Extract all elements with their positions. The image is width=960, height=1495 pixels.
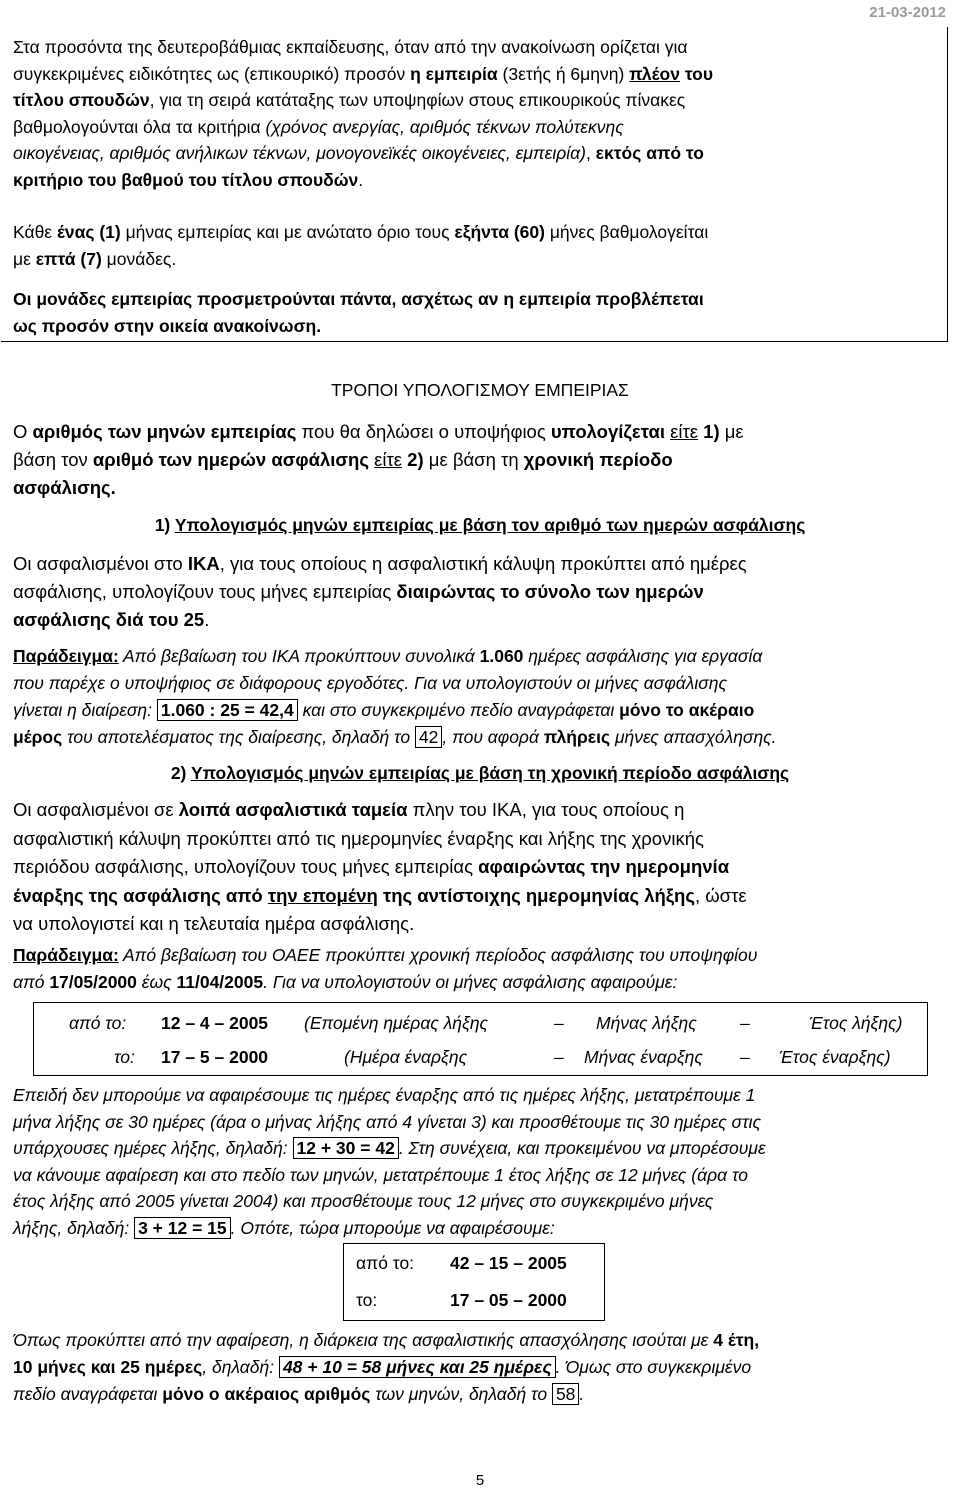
rule-points-always-counted: Οι μονάδες εμπειρίας προσμετρούνται πάντα, ασχέτως αν η εμπειρία προβλέπεται ως προσόν στην οικεία ανακοίνωση. (13, 289, 704, 336)
subtraction-table-2: από το: 42 – 15 – 2005 το: 17 – 05 – 2000 (343, 1243, 605, 1321)
document-date: 21-03-2012 (869, 4, 946, 21)
intro-line: βαθμολογούνται όλα τα κριτήρια (χρόνος ανεργίας, αριθμός τέκνων πολύτεκνης (13, 116, 624, 137)
section2-paragraph: Οι ασφαλισμένοι σε λοιπά ασφαλιστικά ταμεία πλην του ΙΚΑ, για τους οποίους η ασφαλιστική κάλυψη προκύπτει από τις ημερομηνίες έναρξης και λήξης της χρονικής περιόδου ασφάλισης, υπολογίζουν τους μήνες εμπειρίας αφαιρώντας την ημερομηνία έναρξης της ασφάλισης από την επομένη της αντίστοιχης ημερομηνίας λήξης, ώστε να υπολογιστεί και η τελευταία ημέρα ασφάλισης. (13, 799, 747, 934)
conclusion-paragraph: Όπως προκύπτει από την αφαίρεση, η διάρκεια της ασφαλιστικής απασχόλησης ισούται με 4 έτη, 10 μήνες και 25 ημέρες, δηλαδή: 48 + 10 = 58 μήνες και 25 ημέρες . Όμως στο συγκεκριμένο πεδίο αναγράφεται μόνο ο ακέραιος αριθμός των μηνών, δηλαδή το 58 . (13, 1330, 760, 1404)
intro-paragraph (13, 34, 945, 193)
result-box: 12 + 30 = 42 (293, 1137, 399, 1159)
section1-example: Παράδειγμα: Από βεβαίωση του ΙΚΑ προκύπτουν συνολικά 1.060 ημέρες ασφάλισης για εργασία που παρέχε ο υποψήφιος σε διάφορους εργοδότες. Για να υπολογιστούν οι μήνες ασφάλισης γίνεται η διαίρεση: 1.060 : 25 = 42,4 και στο συγκεκριμένο πεδίο αναγράφεται μόνο το ακέραιο μέρος του αποτελέσματος της διαίρεσης, δηλαδή το 42 , που αφορά πλήρεις μήνες απασχόλησης. (13, 646, 777, 747)
intro-line: τίτλου σπουδών, για τη σειρά κατάταξης των υποψηφίων στους επικουρικούς πίνακες (13, 90, 686, 110)
intro-line: Στα προσόντα της δευτεροβάθμιας εκπαίδευσης, όταν από την ανακοίνωση ορίζεται για (13, 37, 688, 57)
subtraction-table-1: από το: 12 – 4 – 2005 (Επομένη ημέρας λήξης – Μήνας λήξης – Έτος λήξης) το: 17 – 5 – 2000 (Ημέρα έναρξης – Μήνας έναρξης – Έτος έναρξης) (33, 1002, 928, 1076)
section1-paragraph: Οι ασφαλισμένοι στο ΙΚΑ, για τους οποίους η ασφαλιστική κάλυψη προκύπτει από ημέρες ασφάλισης, υπολογίζουν τους μήνες εμπειρίας διαιρώντας το σύνολο των ημερών ασφάλισης διά του 25. (13, 553, 747, 630)
section2-example: Παράδειγμα: Από βεβαίωση του ΟΑΕΕ προκύπτει χρονική περίοδος ασφάλισης του υποψηφίου από 17/05/2000 έως 11/04/2005. Για να υπολογιστούν οι μήνες ασφάλισης αφαιρούμε: (13, 945, 758, 992)
result-box: 48 + 10 = 58 μήνες και 25 ημέρες (279, 1356, 556, 1378)
section2-heading: 2) Υπολογισμός μηνών εμπειρίας με βάση τη χρονική περίοδο ασφάλισης (170, 763, 790, 783)
intro-line: κριτήριο του βαθμού του τίτλου σπουδών. (13, 169, 364, 190)
calculation-paragraph: Επειδή δεν μπορούμε να αφαιρέσουμε τις ημέρες έναρξης από τις ημέρες λήξης, μετατρέπουμε 1 μήνα λήξης σε 30 ημέρες (άρα ο μήνας λήξης από 4 γίνεται 3) και προσθέτουμε τις 30 ημέρες στις υπάρχουσες ημέρες λήξης, δηλαδή: 12 + 30 = 42 . Στη συνέχεια, και προκειμένου να μπορέσουμε να κάνουμε αφαίρεση και στο πεδίο των μηνών, μετατρέπουμε 1 έτος λήξης σε 12 μήνες (άρα το έτος λήξης από 2005 γίνεται 2004) και προσθέτουμε τους 12 μήνες στο συγκεκριμένο μήνες λήξης, δηλαδή: 3 + 12 = 15 . Οπότε, τώρα μπορούμε να αφαιρέσουμε: (13, 1085, 766, 1238)
methods-paragraph: Ο αριθμός των μηνών εμπειρίας που θα δηλώσει ο υποψήφιος υπολογίζεται είτε 1) με βάση τον αριθμό των ημερών ασφάλισης είτε 2) με βάση τη χρονική περίοδο ασφάλισης. (13, 421, 744, 498)
result-box: 3 + 12 = 15 (134, 1217, 231, 1239)
rule-monthly-points: Κάθε ένας (1) μήνας εμπειρίας και με ανώτατο όριο τους εξήντα (60) μήνες βαθμολογείται με επτά (7) μονάδες. (13, 222, 709, 269)
section-title: ΤΡΟΠΟΙ ΥΠΟΛΟΓΙΣΜΟΥ ΕΜΠΕΙΡΙΑΣ (331, 380, 629, 400)
result-box: 42 (415, 726, 442, 748)
section1-heading: 1) Υπολογισμός μηνών εμπειρίας με βάση τον αριθμό των ημερών ασφάλισης (154, 515, 806, 535)
page-number: 5 (475, 1472, 485, 1489)
intro-line: συγκεκριμένες ειδικότητες ως (επικουρικό) προσόν η εμπειρία (3ετής ή 6μηνη) πλέον του (13, 63, 714, 84)
result-box: 1.060 : 25 = 42,4 (157, 699, 298, 721)
result-box: 58 (552, 1383, 579, 1405)
intro-line: οικογένειας, αριθμός ανήλικων τέκνων, μονογονεϊκές οικογένειες, εμπειρία), εκτός από το (13, 143, 704, 163)
